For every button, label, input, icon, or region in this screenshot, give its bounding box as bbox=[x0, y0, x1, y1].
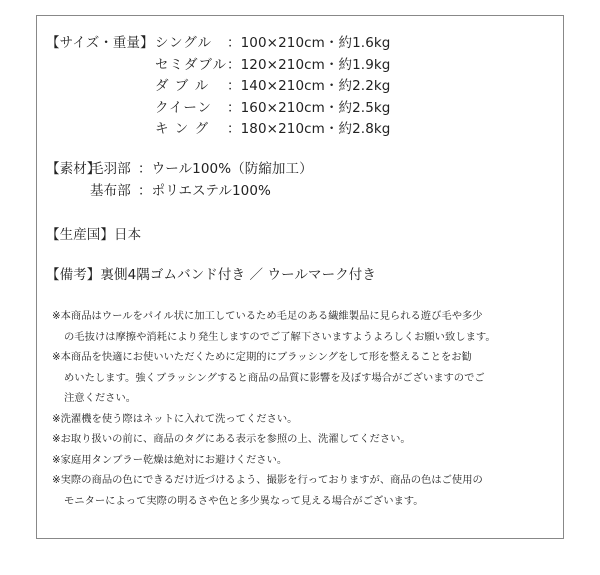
size-spec: ：140×210cm・約2.2kg bbox=[227, 78, 391, 94]
care-notes bbox=[52, 306, 552, 511]
size-name: シングル bbox=[155, 35, 212, 51]
remarks-heading: 【備考】 bbox=[46, 267, 101, 283]
size-spec: ：100×210cm・約1.6kg bbox=[227, 35, 391, 51]
note-tumble-dry bbox=[52, 450, 552, 471]
remarks-section bbox=[46, 265, 376, 287]
material-row-base bbox=[46, 181, 313, 203]
note-line: ※家庭用タンブラー乾燥は絶対にお避けください。 bbox=[52, 453, 288, 466]
note-line: ※お取り扱いの前に、商品のタグにある表示を参照の上、洗濯してください。 bbox=[52, 433, 411, 445]
size-spec: ：160×210cm・約2.5kg bbox=[227, 99, 391, 116]
size-row-semi-double bbox=[46, 55, 390, 77]
remarks-value: 裏側4隅ゴムバンド付き ／ ウールマーク付き bbox=[100, 267, 377, 283]
size-weight-section bbox=[46, 33, 390, 141]
material-section bbox=[46, 159, 313, 202]
note-line: めいたします。強くブラッシングすると商品の品質に影響を及ぼす場合がございますのでご bbox=[64, 371, 485, 384]
note-pile bbox=[52, 306, 552, 347]
note-color bbox=[52, 470, 552, 511]
material-label: 毛羽部 bbox=[90, 161, 131, 177]
note-washing-machine bbox=[52, 409, 552, 430]
note-line: モニターによって実際の明るさや色と多少異なって見える場合がございます。 bbox=[64, 494, 424, 507]
origin-value: 日本 bbox=[114, 227, 142, 243]
note-line: ※洗濯機を使う際はネットに入れて洗ってください。 bbox=[52, 412, 298, 425]
note-line: ※実際の商品の色にできるだけ近づけるよう、撮影を行っておりますが、商品の色はご使用の bbox=[52, 474, 483, 486]
note-line: の毛抜けは摩擦や消耗により発生しますのでご了解下さいますようよろしくお願い致します。 bbox=[64, 330, 496, 343]
note-line: 注意ください。 bbox=[64, 392, 137, 404]
size-name: キ ン グ bbox=[155, 121, 210, 137]
size-weight-heading: 【サイズ・重量】 bbox=[46, 35, 154, 51]
note-line: ※本商品を快適にお使いいただくために定期的にブラッシングをして形を整えることをお勧 bbox=[52, 351, 472, 363]
size-row-double bbox=[46, 76, 390, 98]
size-name: ダ ブ ル bbox=[155, 78, 210, 94]
size-name: セミダブル bbox=[155, 56, 227, 73]
origin-section bbox=[46, 225, 141, 247]
origin-heading: 【生産国】 bbox=[46, 227, 114, 243]
size-spec: ：180×210cm・約2.8kg bbox=[227, 121, 391, 137]
material-label: 基布部 bbox=[90, 182, 131, 199]
size-row-single bbox=[46, 33, 390, 55]
size-name: クイーン bbox=[155, 99, 213, 116]
material-value: ：ウール100%（防縮加工） bbox=[138, 161, 313, 177]
size-row-queen bbox=[46, 98, 390, 120]
size-row-king bbox=[46, 119, 390, 141]
material-value: ：ポリエステル100% bbox=[138, 182, 271, 199]
material-row-pile bbox=[46, 159, 313, 181]
note-brushing bbox=[52, 347, 552, 409]
note-line: ※本商品はウールをパイル状に加工しているため毛足のある繊維製品に見られる遊び毛や多少 bbox=[52, 310, 483, 322]
size-spec: ：120×210cm・約1.9kg bbox=[227, 56, 391, 73]
note-care-tag bbox=[52, 429, 552, 450]
material-heading: 【素材】 bbox=[46, 161, 101, 177]
